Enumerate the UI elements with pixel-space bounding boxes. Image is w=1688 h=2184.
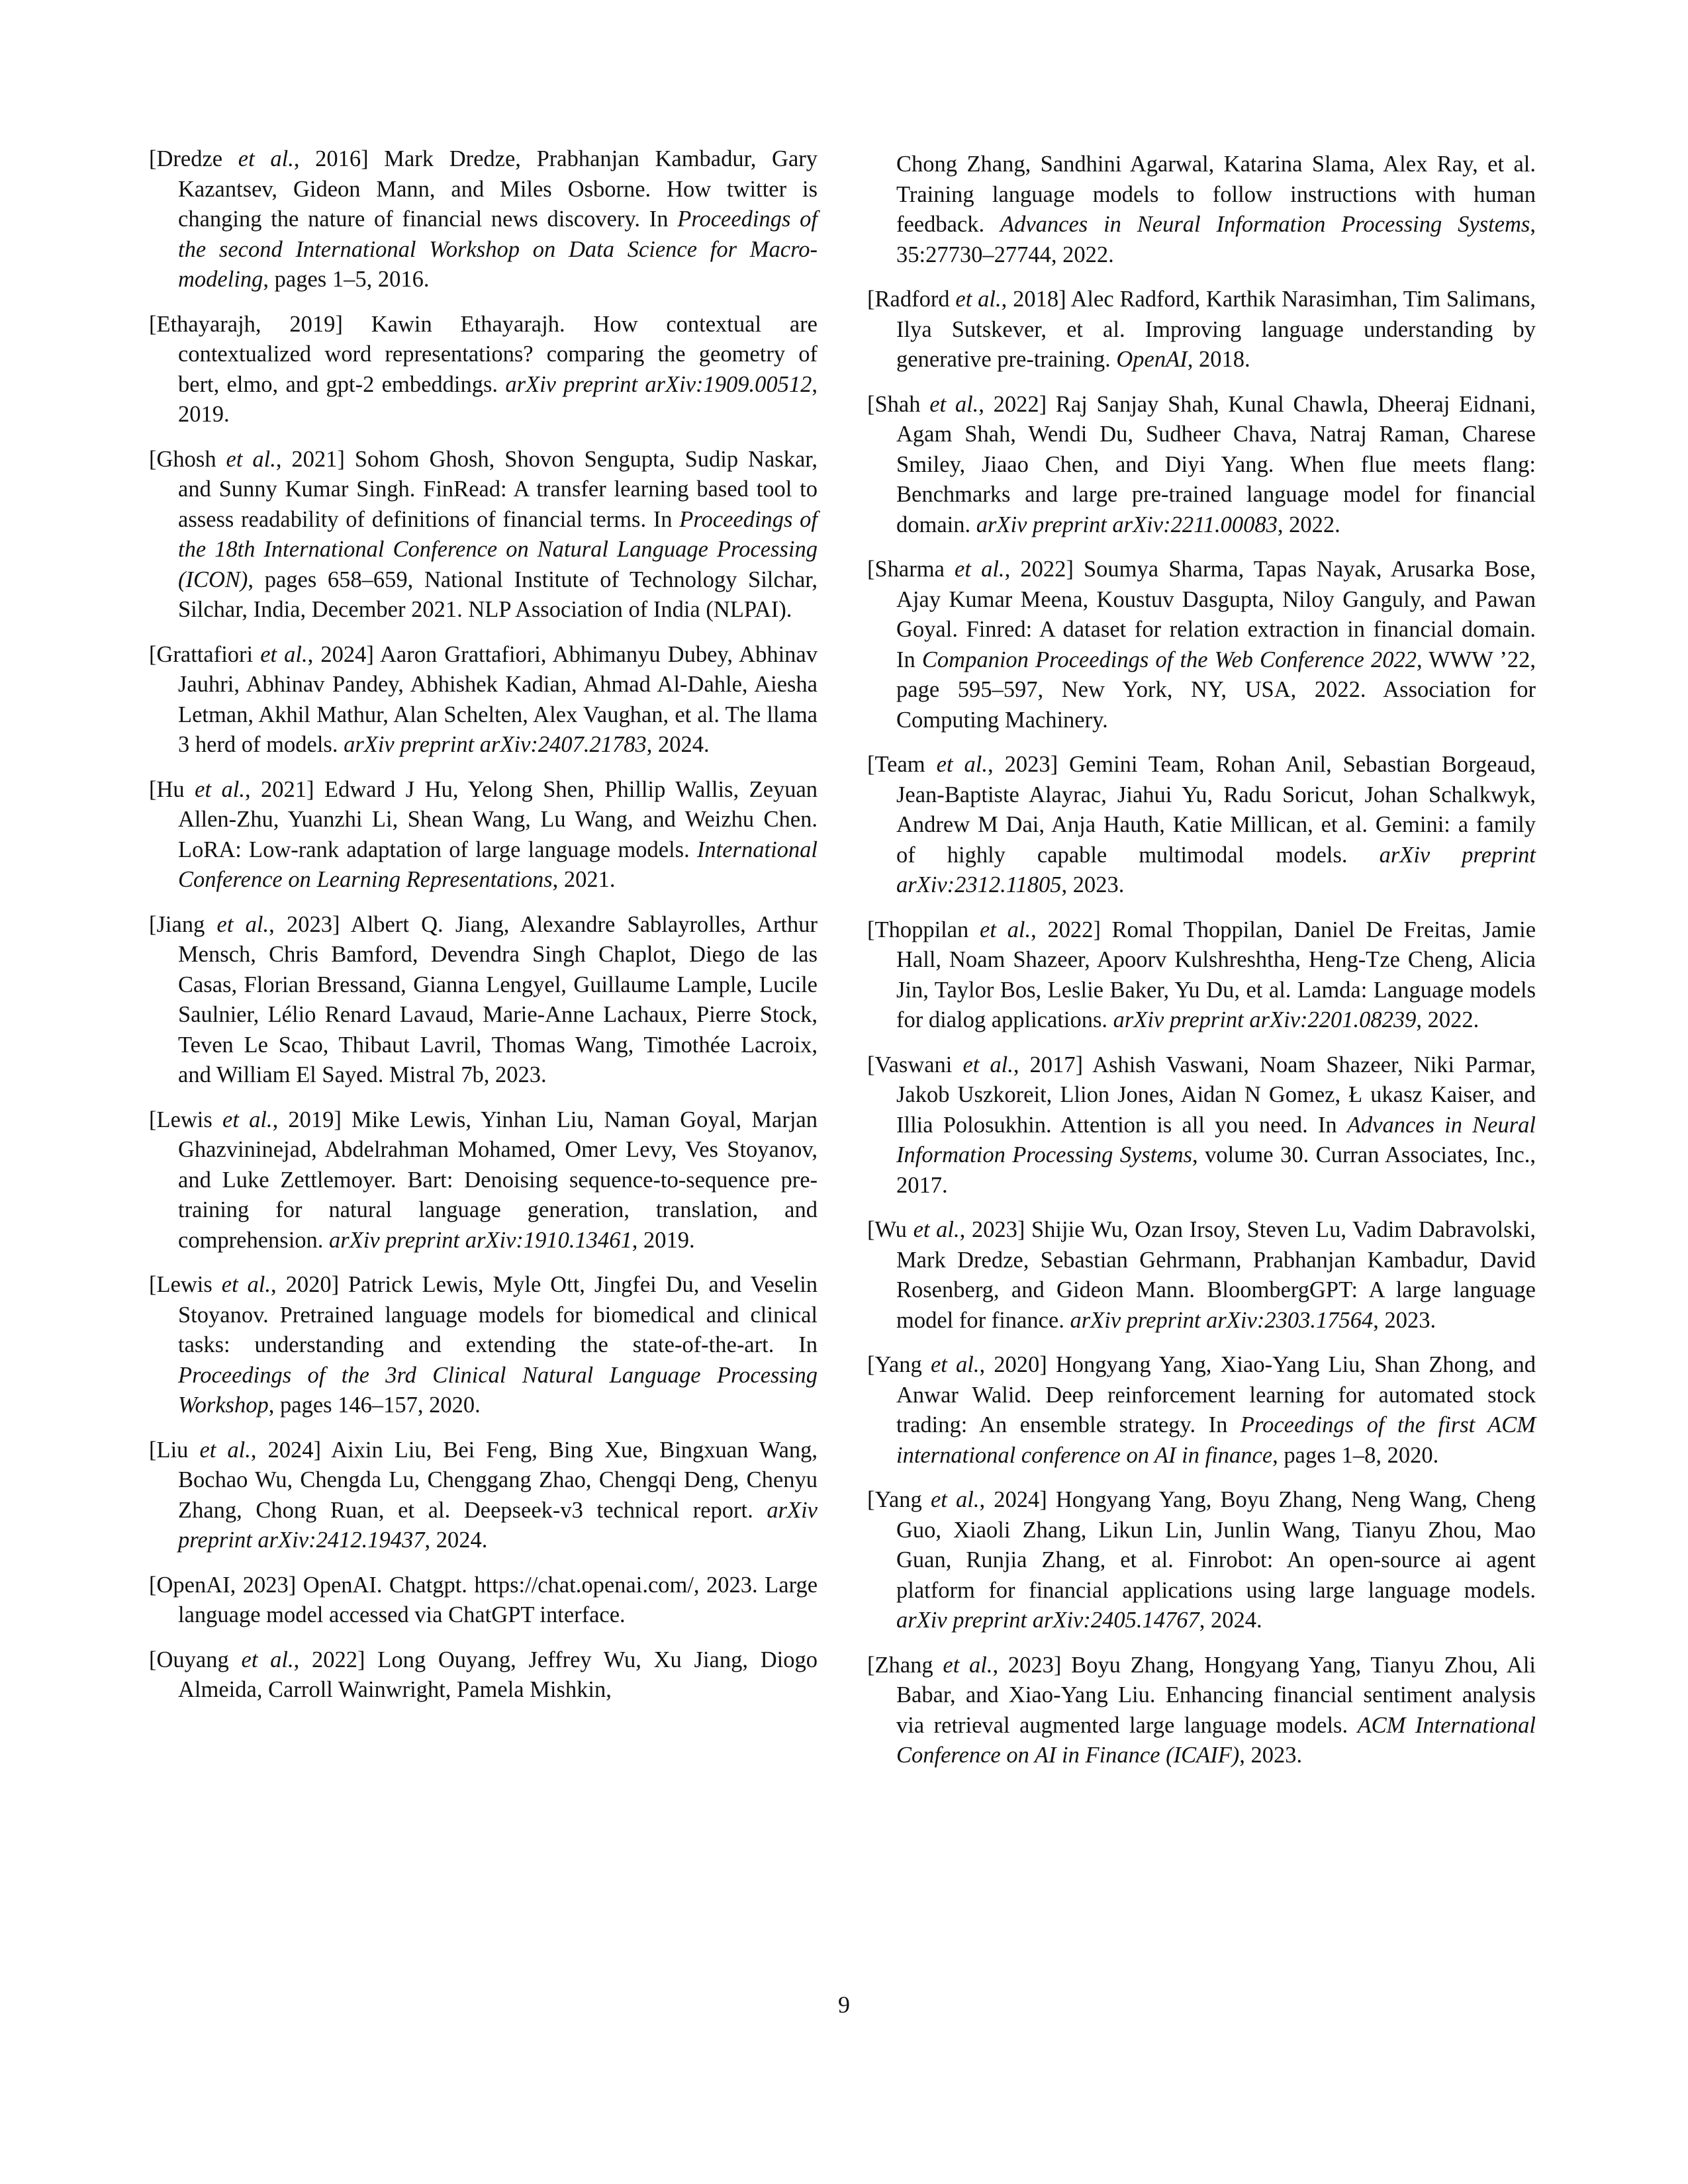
reference-item: [Ouyang et al., 2022] Long Ouyang, Jeffrey Wu, Xu Jiang, Diogo Almeida, Carroll Wainwright, Pamela Mishkin, [149,1647,818,1702]
reference-item: [Shah et al., 2022] Raj Sanjay Shah, Kunal Chawla, Dheeraj Eidnani, Agam Shah, Wendi Du, Sudheer Chava, Natraj Raman, Charese Smiley, Jiaao Chen, and Diyi Yang. When flue meets flang: Benchmarks and large pre-trained language model for financial domain. arXiv preprint arXiv:2211.00083, 2022. [867,391,1536,537]
reference-item: [Yang et al., 2024] Hongyang Yang, Boyu Zhang, Neng Wang, Cheng Guo, Xiaoli Zhang, Likun Lin, Junlin Wang, Tianyu Zhou, Mao Guan, Runjia Zhang, et al. Finrobot: An open-source ai agent platform for financial applications using large language models. arXiv preprint arXiv:2405.14767, 2024. [867,1487,1536,1633]
reference-continuation: Chong Zhang, Sandhini Agarwal, Katarina Slama, Alex Ray, et al. Training language models to follow instructions with human feedback. Advances in Neural Information Processing Systems, 35:27730–27744, 2022. [896,152,1536,267]
reference-item: [Lewis et al., 2020] Patrick Lewis, Myle Ott, Jingfei Du, and Veselin Stoyanov. Pretrained language models for biomedical and clinical tasks: understanding and extending the state-of-the-art. In Proceedings of the 3rd Clinical Natural Language Processing Workshop, pages 146–157, 2020. [149,1272,818,1418]
reference-item: [Yang et al., 2020] Hongyang Yang, Xiao-Yang Liu, Shan Zhong, and Anwar Walid. Deep reinforcement learning for automated stock trading: An ensemble strategy. In Proceedings of the first ACM international conference on AI in finance, pages 1–8, 2020. [867,1352,1536,1468]
reference-item: [Radford et al., 2018] Alec Radford, Karthik Narasimhan, Tim Salimans, Ilya Sutskever, et al. Improving language understanding by generative pre-training. OpenAI, 2018. [867,287,1536,372]
references-right-column [867,150,1536,1786]
reference-item: [Jiang et al., 2023] Albert Q. Jiang, Alexandre Sablayrolles, Arthur Mensch, Chris Bamford, Devendra Singh Chaplot, Diego de las Casas, Florian Bressand, Gianna Lengyel, Guillaume Lample, Lucile Saulnier, Lélio Renard Lavaud, Marie-Anne Lachaux, Pierre Stock, Teven Le Scao, Thibaut Lavril, Thomas Wang, Timothée Lacroix, and William El Sayed. Mistral 7b, 2023. [149,911,818,1087]
reference-item: [Sharma et al., 2022] Soumya Sharma, Tapas Nayak, Arusarka Bose, Ajay Kumar Meena, Koustuv Dasgupta, Niloy Ganguly, and Pawan Goyal. Finred: A dataset for relation extraction in financial domain. In Companion Proceedings of the Web Conference 2022, WWW ’22, page 595–597, New York, NY, USA, 2022. Association for Computing Machinery. [867,557,1536,733]
reference-item: [Thoppilan et al., 2022] Romal Thoppilan, Daniel De Freitas, Jamie Hall, Noam Shazeer, Apoorv Kulshreshtha, Heng-Tze Cheng, Alicia Jin, Taylor Bos, Leslie Baker, Yu Du, et al. Lamda: Language models for dialog applications. arXiv preprint arXiv:2201.08239, 2022. [867,917,1536,1032]
reference-item: [Zhang et al., 2023] Boyu Zhang, Hongyang Yang, Tianyu Zhou, Ali Babar, and Xiao-Yang Liu. Enhancing financial sentiment analysis via retrieval augmented large language models. ACM International Conference on AI in Finance (ICAIF), 2023. [867,1652,1536,1768]
reference-item: [Vaswani et al., 2017] Ashish Vaswani, Noam Shazeer, Niki Parmar, Jakob Uszkoreit, Llion Jones, Aidan N Gomez, Ł ukasz Kaiser, and Illia Polosukhin. Attention is all you need. In Advances in Neural Information Processing Systems, volume 30. Curran Associates, Inc., 2017. [867,1052,1536,1198]
reference-item: [Ethayarajh, 2019] Kawin Ethayarajh. How contextual are contextualized word representations? comparing the geometry of bert, elmo, and gpt-2 embeddings. arXiv preprint arXiv:1909.00512, 2019. [149,311,818,427]
reference-item: [Liu et al., 2024] Aixin Liu, Bei Feng, Bing Xue, Bingxuan Wang, Bochao Wu, Chengda Lu, Chenggang Zhao, Chengqi Deng, Chenyu Zhang, Chong Ruan, et al. Deepseek-v3 technical report. arXiv preprint arXiv:2412.19437, 2024. [149,1437,818,1553]
reference-item: [Dredze et al., 2016] Mark Dredze, Prabhanjan Kambadur, Gary Kazantsev, Gideon Mann, and Miles Osborne. How twitter is changing the nature of financial news discovery. In Proceedings of the second International Workshop on Data Science for Macro-modeling, pages 1–5, 2016. [149,146,818,292]
reference-item: [Ghosh et al., 2021] Sohom Ghosh, Shovon Sengupta, Sudip Naskar, and Sunny Kumar Singh. FinRead: A transfer learning based tool to assess readability of definitions of financial terms. In Proceedings of the 18th International Conference on Natural Language Processing (ICON), pages 658–659, National Institute of Technology Silchar, Silchar, India, December 2021. NLP Association of India (NLPAI). [149,446,818,622]
reference-item: [Grattafiori et al., 2024] Aaron Grattafiori, Abhimanyu Dubey, Abhinav Jauhri, Abhinav Pandey, Abhishek Kadian, Ahmad Al-Dahle, Aiesha Letman, Akhil Mathur, Alan Schelten, Alex Vaughan, et al. The llama 3 herd of models. arXiv preprint arXiv:2407.21783, 2024. [149,641,818,757]
reference-item: [Wu et al., 2023] Shijie Wu, Ozan Irsoy, Steven Lu, Vadim Dabravolski, Mark Dredze, Sebastian Gehrmann, Prabhanjan Kambadur, David Rosenberg, and Gideon Mann. BloombergGPT: A large language model for finance. arXiv preprint arXiv:2303.17564, 2023. [867,1217,1536,1333]
page-number: 9 [838,1991,850,2018]
reference-item: [Team et al., 2023] Gemini Team, Rohan Anil, Sebastian Borgeaud, Jean-Baptiste Alayrac, Jiahui Yu, Radu Soricut, Johan Schalkwyk, Andrew M Dai, Anja Hauth, Katie Millican, et al. Gemini: a family of highly capable multimodal models. arXiv preprint arXiv:2312.11805, 2023. [867,752,1536,897]
reference-item: [Lewis et al., 2019] Mike Lewis, Yinhan Liu, Naman Goyal, Marjan Ghazvininejad, Abdelrahman Mohamed, Omer Levy, Ves Stoyanov, and Luke Zettlemoyer. Bart: Denoising sequence-to-sequence pre-training for natural language generation, translation, and comprehension. arXiv preprint arXiv:1910.13461, 2019. [149,1107,818,1253]
reference-item: [Hu et al., 2021] Edward J Hu, Yelong Shen, Phillip Wallis, Zeyuan Allen-Zhu, Yuanzhi Li, Shean Wang, Lu Wang, and Weizhu Chen. LoRA: Low-rank adaptation of large language models. International Conference on Learning Representations, 2021. [149,776,818,892]
reference-item: [OpenAI, 2023] OpenAI. Chatgpt. https://chat.openai.com/, 2023. Large language model accessed via ChatGPT interface. [149,1572,818,1627]
references-left-column [149,144,818,1720]
